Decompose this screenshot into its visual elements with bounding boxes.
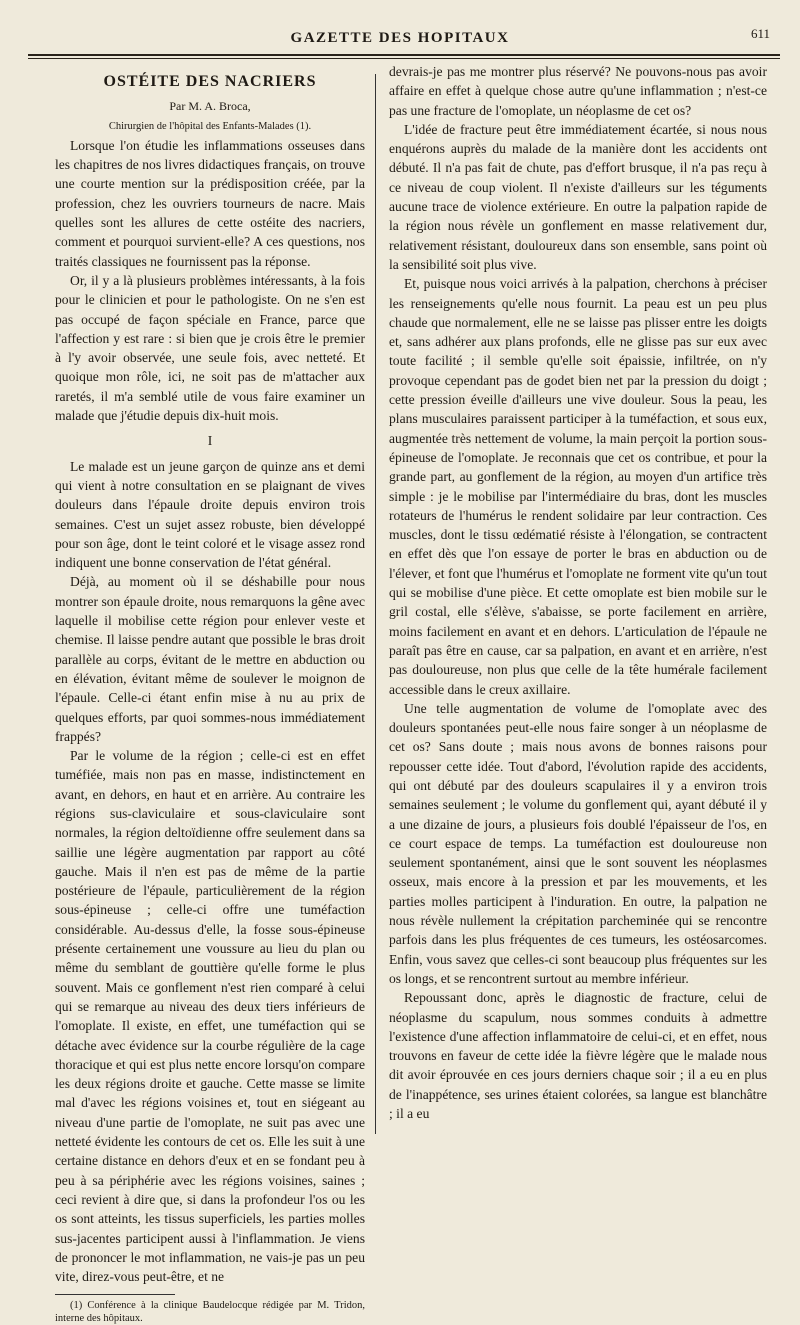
paragraph: Une telle augmentation de volume de l'omoplate avec des douleurs spontanées peut-elle nous faire songer à un néoplasme de cet os? Sans doute ; mais nous avons de bonnes raisons pour repousser cette idée. Tout d'abord, l'évolution rapide des accidents, qui ont débuté par des douleurs scapulaires il y a environ trois semaines seulement ; le volume du gonflement qui, ayant débuté il y a une dizaine de jours, a plusieurs fois doublé l'épaisseur de l'os, en ce court espace de temps. La tuméfaction est douloureuse non seulement spontanément, ainsi que le sont souvent les néoplasmes osseux, mais encore à la pression et par les mouvements, et les parties molles participent à l'induration. En outre, la palpation ne nous révèle nullement la crépitation parcheminée qui se rencontre parfois dans les plus fréquentes de ces tumeurs, les ostéosarcomes. Enfin, vous savez que celles-ci sont beaucoup plus fréquentes sur les os longs, et se rencontrent surtout au membre inférieur. (389, 700, 767, 986)
paragraph: Lorsque l'on étudie les inflammations osseuses dans les chapitres de nos livres didactiques français, on trouve une courte mention sur la prédisposition créée, par la profession, chez les ouvriers tourneurs de nacre. Mais quelles sont les allures de cette ostéite des nacriers, comment et pourquoi survient-elle? A ces questions, nos traités classiques ne fournissent pas la réponse. (55, 137, 365, 269)
paragraph: Repoussant donc, après le diagnostic de fracture, celui de néoplasme du scapulum, nous sommes conduits à admettre l'existence d'une affection inflammatoire de celui-ci, et en effet, nous trouvons en faveur de cette idée la fièvre légère que le malade nous dit avoir éprouvée en ces jours derniers chaque soir ; il a eu en plus de l'inappétence, ses urines étaient colorées, sa langue est blanchâtre ; il a eu (389, 990, 767, 1122)
paragraph: Or, il y a là plusieurs problèmes intéressants, à la fois pour le clinicien et pour le pathologiste. On ne s'en est pas occupé de façon spéciale en France, parce que l'affection y est rare : si bien que je crois être le premier à l'y avoir observée, une seule fois, avec netteté. Et quoique mon rôle, ici, ne soit pas de m'attacher aux raretés, il m'a semblé utile de vous faire examiner un malade que j'étudie depuis dix-huit mois. (55, 272, 365, 424)
footnote-rule (55, 1294, 175, 1295)
paragraph: Le malade est un jeune garçon de quinze ans et demi qui vient à notre consultation en se plaignant de vives douleurs dans l'épaule droite depuis environ trois semaines. C'est un sujet assez robuste, bien développé pour son âge, dont le teint coloré et le visage assez rond indiquent une bonne conservation de l'état général. (55, 458, 365, 571)
header-rule-thin (28, 58, 780, 59)
right-column (389, 62, 767, 1123)
paragraph: devrais-je pas me montrer plus réservé? Ne pouvons-nous pas avoir affaire en effet à quelque chose autre qu'une inflammation ; n'est-ce pas une fracture de l'omoplate, un néoplasme de cet os? (389, 64, 767, 118)
column-divider (375, 74, 376, 1134)
paragraph: Par le volume de la région ; celle-ci est en effet tuméfiée, mais non pas en masse, indistinctement en avant, en dehors, en haut et en arrière. Au contraire les régions sus-claviculaire et sous-claviculaire sont normales, la région deltoïdienne offre seulement dans sa saillie une légère augmentation par rapport au côté gauche. Mais il n'en est pas de même de la partie postérieure de l'épaule, particulièrement de la région sous-épineuse ; celle-ci offre une tuméfaction considérable. Au-dessus d'elle, la fosse sous-épineuse présente certainement une voussure au lieu du plan ou même du semblant de gouttière qu'elle forme le plus souvent. Mais ce gonflement n'est rien comparé à celui qui se remarque au niveau des deux tiers inférieurs de l'omoplate. Il existe, en effet, une tuméfaction qui se détache avec évidence sur la courbe régulière de la cage thoracique et qui est plus nette encore lorsqu'on compare les deux régions droite et gauche. Cette masse se limite mal d'avec les régions voisines et, tout en siégeant au niveau d'une partie de l'omoplate, ne suit pas avec une netteté évidente les contours de cet os. Elle les suit à une certaine distance en dehors d'eux et en se fondant peu à peu à sa périphérie avec les régions voisines, saines ; ceci revient à dire que, si dans la profondeur l'os ou les os sont atteints, les tissus superficiels, les parties molles sus-jacentes participent aussi à l'inflammation. Je viens de prononcer le mot inflammation, ne vais-je pas un peu vite, direz-vous peut-être, et ne (55, 748, 365, 1285)
footnote: (1) Conférence à la clinique Baudelocque rédigée par M. Tridon, interne des hôpitaux. (55, 1300, 365, 1325)
running-title: GAZETTE DES HOPITAUX (290, 30, 510, 46)
page-number: 611 (750, 26, 770, 41)
paragraph: Et, puisque nous voici arrivés à la palpation, cherchons à préciser les renseignements qu'elle nous fournit. La peau est un peu plus chaude que normalement, elle ne se laisse pas plisser entre les doigts et, sans adhérer aux plans profonds, elle ne glisse pas sur eux avec toute facilité ; il semble qu'elle soit épaissie, infiltrée, on n'y provoque cependant pas de godet bien net par la pression du doigt ; cette pression éveille d'ailleurs une vive douleur. Sous la peau, les plans musculaires paraissent participer à la tuméfaction, et sous eux, augmentée très nettement de volume, la main perçoit la portion sous-épineuse de l'omoplate. Je reconnais que cet os contribue, et pour la grande part, au gonflement de la région, au moyen d'un artifice très simple : je le mobilise par l'intermédiaire du bras, dont les muscles rotateurs de l'humérus le rendent solidaire par leur contraction. Ces muscles, dont le tissu œdématié résiste à l'élongation, se contractent en effet dès que l'on essaye de porter le bras en abduction ou de l'élever, et font que l'humérus et l'omoplate ne forment vite qu'un tout qui se mobilise d'une pièce. Et cette omoplate est bien mobile sur le gril costal, elle s'élève, s'abaisse, se porte facilement en arrière, moins facilement en avant et en dehors. L'articulation de l'épaule ne paraît pas être en cause, car sa palpation, en avant et en arrière, n'est pas douloureuse, non plus que celle de la tête humérale facilement accessible dans le creux axillaire. (389, 276, 767, 697)
author-line: Par M. A. Broca, (169, 99, 251, 114)
author-role: Chirurgien de l'hôpital des Enfants-Malades (1). (108, 120, 312, 132)
paragraph: Déjà, au moment où il se déshabille pour nous montrer son épaule droite, nous remarquons la gêne avec laquelle il mobilise cette région pour enlever veste et chemise. Il laisse pendre autant que possible le bras droit parallèle au corps, évitant de le mettre en abduction ou en élévation, évitant même de soulever le moignon de l'épaule. Celle-ci étant enfin mise à nu au prix de quelques efforts, par quoi sommes-nous immédiatement frappés? (55, 574, 365, 744)
paragraph: L'idée de fracture peut être immédiatement écartée, si nous nous enquérons auprès du malade de la manière dont les accidents ont débuté. Il n'a pas fait de chute, pas d'effort brusque, il n'a pas reçu à ce niveau de coup violent. Il n'existe d'ailleurs sur les téguments aucune trace de violence extérieure. En outre la palpation rapide de la région nous révèle un gonflement en masse relativement dur, relativement résistant, douloureux dans son ensemble, sans point où la sensibilité soit plus vive. (389, 121, 767, 272)
article-title: OSTÉITE DES NACRIERS (103, 73, 317, 90)
left-column (55, 72, 365, 1325)
header-rule (28, 54, 780, 56)
section-number: I (207, 433, 213, 449)
